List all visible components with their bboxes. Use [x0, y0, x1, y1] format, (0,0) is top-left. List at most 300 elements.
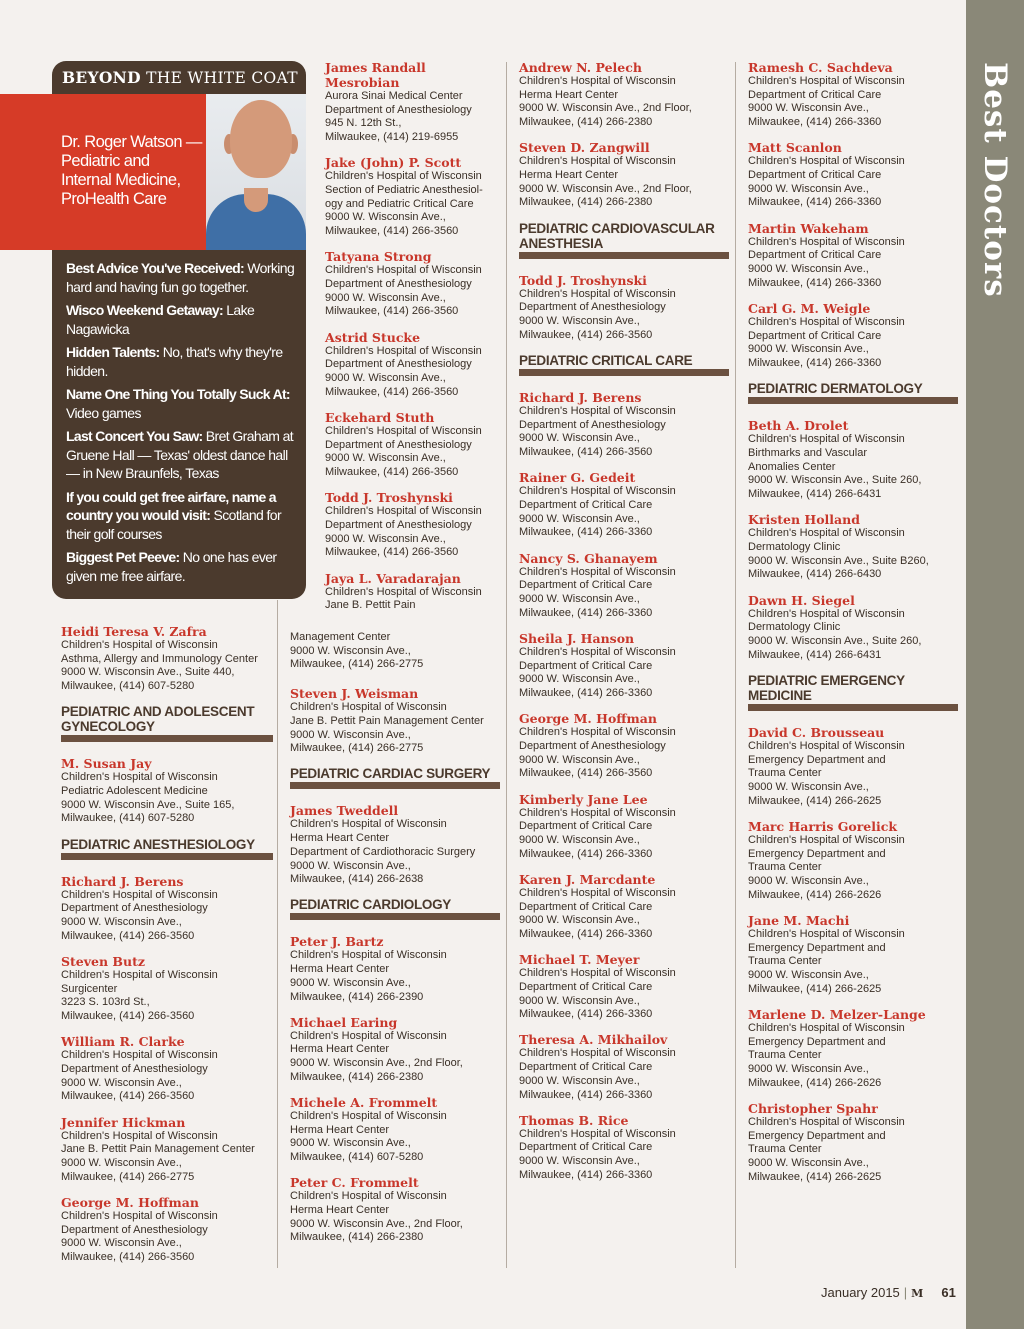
address-line: Milwaukee, (414) 266-2775 — [290, 742, 424, 755]
address-line: Milwaukee, (414) 266-2626 — [748, 888, 882, 901]
doctor-entry — [748, 221, 958, 291]
address-line: Children's Hospital of Wisconsin — [519, 485, 676, 498]
doctor-entry — [325, 490, 500, 560]
doctor-name: Matt Scanlon — [748, 140, 842, 156]
qa-answer: No, that's why they're hidden. — [66, 344, 283, 379]
address-line: Children's Hospital of Wisconsin — [748, 607, 905, 620]
address-line: Dermatology Clinic — [748, 540, 841, 553]
doctor-name: Jaya L. Varadarajan — [325, 570, 461, 586]
address-line: 9000 W. Wisconsin Ave., 2nd Floor, — [290, 1057, 463, 1070]
address-line: 9000 W. Wisconsin Ave., — [325, 532, 446, 545]
address-line: 9000 W. Wisconsin Ave., 2nd Floor, — [519, 182, 692, 195]
address-line: Children's Hospital of Wisconsin — [519, 287, 676, 300]
doctor-name: George M. Hoffman — [61, 1194, 199, 1210]
address-line: Children's Hospital of Wisconsin — [290, 818, 447, 831]
address-line: Section of Pediatric Anesthesiol- — [325, 184, 483, 197]
address-line: Trauma Center — [748, 1143, 822, 1156]
address-line: Department of Critical Care — [519, 1061, 653, 1074]
doctor-entry — [748, 60, 958, 130]
magazine-logo: M — [911, 1287, 924, 1300]
doctor-name: Michael T. Meyer — [519, 952, 640, 968]
address-line: Emergency Department and — [748, 941, 886, 954]
address-line: Department of Critical Care — [519, 659, 653, 672]
doctor-name: Richard J. Berens — [61, 873, 184, 889]
doctor-entry — [325, 571, 500, 613]
address-line: Milwaukee, (414) 607-5280 — [61, 812, 195, 825]
address-line: Milwaukee, (414) 266-2390 — [290, 990, 424, 1003]
address-line: Children's Hospital of Wisconsin — [61, 968, 218, 981]
doctor-entry — [290, 631, 500, 672]
address-line: 9000 W. Wisconsin Ave., — [519, 1155, 640, 1168]
address-line: 9000 W. Wisconsin Ave., Suite 260, — [748, 634, 922, 647]
address-line: 9000 W. Wisconsin Ave., Suite 165, — [61, 798, 235, 811]
address-line: Children's Hospital of Wisconsin — [748, 1115, 905, 1128]
address-line: 9000 W. Wisconsin Ave., — [748, 969, 869, 982]
column-divider — [277, 600, 278, 1268]
address-line: 945 N. 12th St., — [325, 117, 402, 130]
address-line: 3223 S. 103rd St., — [61, 996, 150, 1009]
doctor-name: Carl G. M. Weigle — [748, 300, 871, 316]
doctor-entry — [748, 1101, 958, 1185]
doctor-entry — [61, 1034, 273, 1104]
address-line: Herma Heart Center — [519, 88, 619, 101]
address-line: Milwaukee, (414) 266-3560 — [519, 328, 653, 341]
address-line: Department of Critical Care — [519, 980, 653, 993]
sidebar-header-bold: BEYOND — [62, 68, 141, 87]
address-line: Jane B. Pettit Pain Management Center — [61, 1143, 255, 1156]
address-line: Trauma Center — [748, 955, 822, 968]
qa-answer: Scotland for their golf courses — [66, 507, 282, 542]
specialty-heading: PEDIATRIC DERMATOLOGY — [748, 381, 958, 404]
address-line: Milwaukee, (414) 266-3360 — [519, 1008, 653, 1021]
address-line: Department of Critical Care — [748, 88, 882, 101]
address-line: Children's Hospital of Wisconsin — [290, 1190, 447, 1203]
doctor-name: M. Susan Jay — [61, 756, 152, 772]
doctor-entry — [290, 686, 500, 756]
address-line: Department of Anesthesiology — [325, 518, 472, 531]
page-footer — [821, 1285, 956, 1300]
address-line: Department of Anesthesiology — [519, 739, 666, 752]
doctor-entry — [290, 1175, 500, 1245]
address-line: 9000 W. Wisconsin Ave., — [61, 1237, 182, 1250]
doctor-entry — [519, 952, 729, 1022]
doctor-name: James Tweddell — [290, 803, 399, 819]
doctor-name: Jennifer Hickman — [61, 1114, 186, 1130]
doctor-name: David C. Brousseau — [748, 724, 885, 740]
address-line: Department of Cardiothoracic Surgery — [290, 845, 476, 858]
doctor-entry — [748, 140, 958, 210]
address-line: Children's Hospital of Wisconsin — [325, 585, 482, 598]
doctor-entry — [290, 934, 500, 1004]
doctor-entry — [748, 301, 958, 371]
profile-name-line: Dr. Roger Watson — — [61, 133, 202, 151]
address-line: Milwaukee, (414) 266-2380 — [290, 1070, 424, 1083]
issue-date: January 2015 — [821, 1285, 900, 1300]
address-line: 9000 W. Wisconsin Ave., — [748, 875, 869, 888]
address-line: 9000 W. Wisconsin Ave., — [748, 182, 869, 195]
address-line: Emergency Department and — [748, 1129, 886, 1142]
address-line: Children's Hospital of Wisconsin — [748, 739, 905, 752]
address-line: Children's Hospital of Wisconsin — [325, 505, 482, 518]
address-line: 9000 W. Wisconsin Ave., — [325, 211, 446, 224]
qa-answer: No one has ever given me free airfare. — [66, 549, 277, 584]
qa-question: Last Concert You Saw: — [66, 428, 203, 444]
address-line: Trauma Center — [748, 1049, 822, 1062]
doctor-name: Dawn H. Siegel — [748, 592, 855, 608]
address-line: Children's Hospital of Wisconsin — [748, 527, 905, 540]
address-line: Milwaukee, (414) 266-3360 — [748, 196, 882, 209]
address-line: Milwaukee, (414) 266-3360 — [519, 927, 653, 940]
address-line: Milwaukee, (414) 266-3360 — [748, 357, 882, 370]
address-line: Department of Anesthesiology — [61, 1062, 208, 1075]
listing-column-2-top — [325, 60, 500, 623]
address-line: 9000 W. Wisconsin Ave., — [748, 1157, 869, 1170]
address-line: Milwaukee, (414) 266-2775 — [290, 658, 424, 671]
address-line: Children's Hospital of Wisconsin — [519, 1127, 676, 1140]
address-line: Children's Hospital of Wisconsin — [748, 155, 905, 168]
address-line: Milwaukee, (414) 266-2625 — [748, 1170, 882, 1183]
doctor-entry — [61, 756, 273, 826]
specialty-heading: PEDIATRIC AND ADOLESCENT GYNECOLOGY — [61, 704, 273, 742]
doctor-entry — [290, 803, 500, 887]
address-line: Milwaukee, (414) 266-2625 — [748, 982, 882, 995]
profile-name-line: ProHealth Care — [61, 190, 167, 208]
address-line: 9000 W. Wisconsin Ave., — [519, 432, 640, 445]
address-line: Milwaukee, (414) 266-2625 — [748, 794, 882, 807]
doctor-entry — [748, 593, 958, 663]
address-line: 9000 W. Wisconsin Ave., Suite B260, — [748, 554, 929, 567]
address-line: Milwaukee, (414) 266-3560 — [519, 446, 653, 459]
doctor-entry — [519, 60, 729, 130]
doctor-name: Nancy S. Ghanayem — [519, 550, 658, 566]
address-line: Milwaukee, (414) 266-2626 — [748, 1076, 882, 1089]
doctor-name: Kristen Holland — [748, 512, 860, 528]
qa-question: If you could get free airfare, name a country you would visit: — [66, 488, 276, 523]
address-line: Milwaukee, (414) 266-3360 — [519, 686, 653, 699]
address-line: Dermatology Clinic — [748, 621, 841, 634]
address-line: 9000 W. Wisconsin Ave., — [519, 512, 640, 525]
address-line: Trauma Center — [748, 767, 822, 780]
address-line: Milwaukee, (414) 266-2380 — [519, 116, 653, 129]
address-line: 9000 W. Wisconsin Ave., — [290, 1137, 411, 1150]
address-line: Management Center — [290, 631, 391, 643]
address-line: Children's Hospital of Wisconsin — [61, 1209, 218, 1222]
address-line: Milwaukee, (414) 266-3560 — [325, 225, 459, 238]
address-line: 9000 W. Wisconsin Ave., — [748, 781, 869, 793]
address-line: Milwaukee, (414) 266-3560 — [61, 1010, 195, 1023]
listing-column-4 — [748, 60, 958, 1195]
doctor-name: Rainer G. Gedeit — [519, 470, 636, 486]
address-line: Herma Heart Center — [290, 1204, 390, 1217]
qa-question: Name One Thing You Totally Suck At: — [66, 386, 290, 402]
doctor-name: Ramesh C. Sachdeva — [748, 60, 893, 75]
address-line: 9000 W. Wisconsin Ave., — [290, 728, 411, 741]
doctor-entry — [325, 60, 500, 145]
listing-column-1 — [61, 624, 273, 1275]
doctor-name: Michael Earing — [290, 1014, 398, 1030]
profile-qa-list — [66, 259, 298, 590]
address-line: Children's Hospital of Wisconsin — [325, 170, 482, 183]
address-line: Children's Hospital of Wisconsin — [61, 771, 218, 784]
address-line: Pediatric Adolescent Medicine — [61, 785, 208, 798]
listing-column-3 — [519, 60, 729, 1193]
address-line: Anomalies Center — [748, 460, 836, 473]
sidebar-header-rest: THE WHITE COAT — [140, 69, 298, 87]
specialty-heading: PEDIATRIC CRITICAL CARE — [519, 353, 729, 376]
address-line: Department of Anesthesiology — [61, 902, 208, 915]
section-side-tab — [966, 0, 1024, 1329]
address-line: Emergency Department and — [748, 847, 886, 860]
address-line: 9000 W. Wisconsin Ave., — [519, 592, 640, 605]
address-line: Children's Hospital of Wisconsin — [748, 833, 905, 846]
address-line: Department of Anesthesiology — [61, 1223, 208, 1236]
address-line: ogy and Pediatric Critical Care — [325, 197, 474, 210]
address-line: 9000 W. Wisconsin Ave., — [519, 1074, 640, 1087]
address-line: 9000 W. Wisconsin Ave., — [519, 673, 640, 686]
address-line: Children's Hospital of Wisconsin — [748, 75, 905, 87]
doctor-entry — [748, 1007, 958, 1091]
doctor-profile-name — [61, 133, 206, 209]
doctor-name: Christopher Spahr — [748, 1100, 878, 1116]
address-line: Children's Hospital of Wisconsin — [748, 433, 905, 446]
address-line: Milwaukee, (414) 266-6431 — [748, 488, 882, 501]
qa-answer: Lake Nagawicka — [66, 302, 255, 337]
doctor-entry — [519, 872, 729, 942]
doctor-name: Todd J. Troshynski — [519, 272, 647, 288]
address-line: Department of Critical Care — [748, 329, 882, 342]
address-line: 9000 W. Wisconsin Ave., 2nd Floor, — [519, 102, 692, 115]
doctor-entry — [519, 551, 729, 621]
address-line: Children's Hospital of Wisconsin — [325, 424, 482, 437]
doctor-name: Beth A. Drolet — [748, 418, 849, 434]
doctor-name: Peter J. Bartz — [290, 934, 384, 950]
address-line: Children's Hospital of Wisconsin — [748, 927, 905, 940]
address-line: Children's Hospital of Wisconsin — [519, 967, 676, 980]
address-line: Milwaukee, (414) 266-2775 — [61, 1170, 195, 1183]
address-line: Children's Hospital of Wisconsin — [748, 315, 905, 328]
address-line: Milwaukee, (414) 266-3560 — [325, 466, 459, 479]
doctor-entry — [290, 1015, 500, 1085]
specialty-heading: PEDIATRIC CARDIOLOGY — [290, 897, 500, 920]
column-divider — [735, 62, 736, 1268]
address-line: Department of Anesthesiology — [325, 438, 472, 451]
address-line: Herma Heart Center — [290, 963, 390, 976]
doctor-entry — [61, 1195, 273, 1265]
address-line: Department of Anesthesiology — [325, 358, 472, 371]
address-line: Department of Anesthesiology — [325, 103, 472, 116]
address-line: 9000 W. Wisconsin Ave., 2nd Floor, — [290, 1217, 463, 1230]
address-line: 9000 W. Wisconsin Ave., — [61, 1156, 182, 1169]
address-line: Trauma Center — [748, 861, 822, 874]
doctor-name: Michele A. Frommelt — [290, 1095, 438, 1111]
doctor-entry — [325, 330, 500, 400]
doctor-entry — [325, 249, 500, 319]
address-line: Department of Critical Care — [519, 1141, 653, 1154]
address-line: Department of Anesthesiology — [519, 418, 666, 431]
doctor-name: Kimberly Jane Lee — [519, 791, 648, 807]
address-line: Children's Hospital of Wisconsin — [519, 565, 676, 578]
address-line: Children's Hospital of Wisconsin — [748, 235, 905, 248]
address-line: Milwaukee, (414) 266-3560 — [61, 1090, 195, 1103]
qa-question: Best Advice You've Received: — [66, 260, 244, 276]
doctor-name: Marc Harris Gorelick — [748, 818, 898, 834]
address-line: Milwaukee, (414) 607-5280 — [61, 680, 195, 693]
specialty-heading: PEDIATRIC CARDIOVASCULAR ANESTHESIA — [519, 221, 729, 259]
doctor-name: James Randall Mesrobian — [325, 60, 426, 90]
address-line: Milwaukee, (414) 266-3560 — [61, 1250, 195, 1263]
doctor-name: Steven D. Zangwill — [519, 140, 650, 156]
doctor-name: Richard J. Berens — [519, 389, 642, 405]
qa-answer: Working hard and having fun go together. — [66, 260, 295, 295]
doctor-entry — [519, 1032, 729, 1102]
doctor-name: Steven J. Weisman — [290, 686, 419, 702]
address-line: Children's Hospital of Wisconsin — [290, 1029, 447, 1042]
qa-item — [66, 385, 298, 422]
address-line: Children's Hospital of Wisconsin — [325, 344, 482, 357]
address-line: Herma Heart Center — [290, 832, 390, 845]
specialty-heading: PEDIATRIC CARDIAC SURGERY — [290, 766, 500, 789]
address-line: Children's Hospital of Wisconsin — [290, 949, 447, 962]
address-line: 9000 W. Wisconsin Ave., — [748, 343, 869, 356]
address-line: Department of Critical Care — [748, 169, 882, 182]
doctor-portrait-photo — [206, 94, 306, 250]
address-line: Department of Critical Care — [748, 249, 882, 262]
address-line: Children's Hospital of Wisconsin — [519, 404, 676, 417]
address-line: 9000 W. Wisconsin Ave., — [325, 452, 446, 465]
address-line: Milwaukee, (414) 266-2380 — [519, 196, 653, 209]
address-line: Asthma, Allergy and Immunology Center — [61, 652, 258, 665]
address-line: Milwaukee, (414) 266-3360 — [748, 276, 882, 289]
address-line: 9000 W. Wisconsin Ave., — [519, 914, 640, 927]
address-line: 9000 W. Wisconsin Ave., Suite 440, — [61, 666, 235, 679]
doctor-name: George M. Hoffman — [519, 711, 657, 727]
address-line: Department of Anesthesiology — [519, 301, 666, 314]
doctor-entry — [61, 954, 273, 1024]
doctor-entry — [519, 711, 729, 781]
address-line: Department of Critical Care — [519, 820, 653, 833]
address-line: Milwaukee, (414) 219-6955 — [325, 131, 459, 144]
doctor-entry — [748, 512, 958, 582]
address-line: 9000 W. Wisconsin Ave., — [519, 833, 640, 846]
address-line: 9000 W. Wisconsin Ave., — [748, 263, 869, 276]
doctor-entry — [519, 140, 729, 210]
address-line: 9000 W. Wisconsin Ave., — [325, 372, 446, 385]
specialty-heading: PEDIATRIC EMERGENCY MEDICINE — [748, 673, 958, 711]
address-line: Emergency Department and — [748, 753, 886, 766]
doctor-entry — [61, 874, 273, 944]
doctor-entry — [290, 1095, 500, 1165]
address-line: Jane B. Pettit Pain — [325, 599, 416, 612]
address-line: Children's Hospital of Wisconsin — [519, 726, 676, 739]
qa-item — [66, 548, 298, 585]
address-line: Emergency Department and — [748, 1035, 886, 1048]
address-line: Children's Hospital of Wisconsin — [61, 1049, 218, 1062]
address-line: Milwaukee, (414) 607-5280 — [290, 1151, 424, 1164]
address-line: Children's Hospital of Wisconsin — [61, 1129, 218, 1142]
doctor-entry — [519, 273, 729, 343]
profile-name-line: Internal Medicine, — [61, 171, 181, 189]
address-line: 9000 W. Wisconsin Ave., — [748, 1063, 869, 1076]
footer-separator: | — [903, 1285, 908, 1300]
address-line: Department of Anesthesiology — [325, 278, 472, 291]
sidebar-header — [52, 61, 306, 94]
doctor-entry — [748, 418, 958, 502]
address-line: 9000 W. Wisconsin Ave., — [290, 644, 411, 657]
address-line: Milwaukee, (414) 266-3360 — [519, 526, 653, 539]
address-line: Milwaukee, (414) 266-2638 — [290, 873, 424, 886]
qa-item — [66, 259, 298, 296]
address-line: 9000 W. Wisconsin Ave., — [748, 102, 869, 115]
address-line: Children's Hospital of Wisconsin — [290, 701, 447, 714]
listing-column-2-bottom — [290, 631, 500, 1256]
doctor-entry — [519, 390, 729, 460]
address-line: Children's Hospital of Wisconsin — [519, 645, 676, 658]
address-line: Milwaukee, (414) 266-3360 — [519, 1168, 653, 1181]
doctor-entry — [325, 410, 500, 480]
address-line: Children's Hospital of Wisconsin — [61, 888, 218, 901]
doctor-entry — [325, 155, 500, 239]
profile-name-line: Pediatric and — [61, 152, 150, 170]
address-line: Children's Hospital of Wisconsin — [519, 1047, 676, 1060]
address-line: 9000 W. Wisconsin Ave., — [290, 976, 411, 989]
address-line: Jane B. Pettit Pain Management Center — [290, 714, 484, 727]
doctor-name: Eckehard Stuth — [325, 409, 435, 425]
address-line: Children's Hospital of Wisconsin — [519, 155, 676, 168]
address-line: Birthmarks and Vascular — [748, 446, 868, 459]
address-line: Children's Hospital of Wisconsin — [61, 639, 218, 651]
address-line: Milwaukee, (414) 266-3360 — [519, 847, 653, 860]
doctor-entry — [519, 792, 729, 862]
address-line: Milwaukee, (414) 266-6431 — [748, 648, 882, 661]
doctor-name: Astrid Stucke — [325, 329, 421, 345]
qa-item — [66, 427, 298, 483]
address-line: 9000 W. Wisconsin Ave., Suite 260, — [748, 474, 922, 487]
address-line: Milwaukee, (414) 266-3560 — [61, 929, 195, 942]
address-line: Herma Heart Center — [290, 1043, 390, 1056]
doctor-entry — [519, 631, 729, 701]
address-line: Department of Critical Care — [519, 900, 653, 913]
qa-answer: Bret Graham at Gruene Hall — Texas' oldest dance hall — in New Braunfels, Texas — [66, 428, 294, 481]
address-line: Children's Hospital of Wisconsin — [519, 75, 676, 87]
address-line: Children's Hospital of Wisconsin — [519, 806, 676, 819]
doctor-name: Karen J. Marcdante — [519, 871, 656, 887]
doctor-name: Peter C. Frommelt — [290, 1175, 419, 1191]
address-line: Milwaukee, (414) 266-2380 — [290, 1231, 424, 1244]
qa-question: Hidden Talents: — [66, 344, 160, 360]
doctor-name: Thomas B. Rice — [519, 1112, 629, 1128]
address-line: Children's Hospital of Wisconsin — [748, 1021, 905, 1034]
address-line: Milwaukee, (414) 266-6430 — [748, 568, 882, 581]
address-line: Children's Hospital of Wisconsin — [290, 1110, 447, 1123]
address-line: 9000 W. Wisconsin Ave., — [290, 859, 411, 872]
address-line: 9000 W. Wisconsin Ave., — [61, 916, 182, 929]
address-line: 9000 W. Wisconsin Ave., — [325, 291, 446, 304]
doctor-name: Andrew N. Pelech — [519, 60, 642, 75]
qa-question: Biggest Pet Peeve: — [66, 549, 180, 565]
doctor-entry — [748, 725, 958, 809]
address-line: Milwaukee, (414) 266-3560 — [325, 305, 459, 318]
address-line: 9000 W. Wisconsin Ave., — [519, 753, 640, 766]
doctor-entry — [748, 913, 958, 997]
doctor-entry — [61, 1115, 273, 1185]
qa-item — [66, 343, 298, 380]
address-line: Milwaukee, (414) 266-3360 — [519, 1088, 653, 1101]
qa-question: Wisco Weekend Getaway: — [66, 302, 223, 318]
qa-item — [66, 488, 298, 544]
doctor-entry — [61, 624, 273, 694]
address-line: Herma Heart Center — [290, 1123, 390, 1136]
column-divider — [506, 62, 507, 1268]
